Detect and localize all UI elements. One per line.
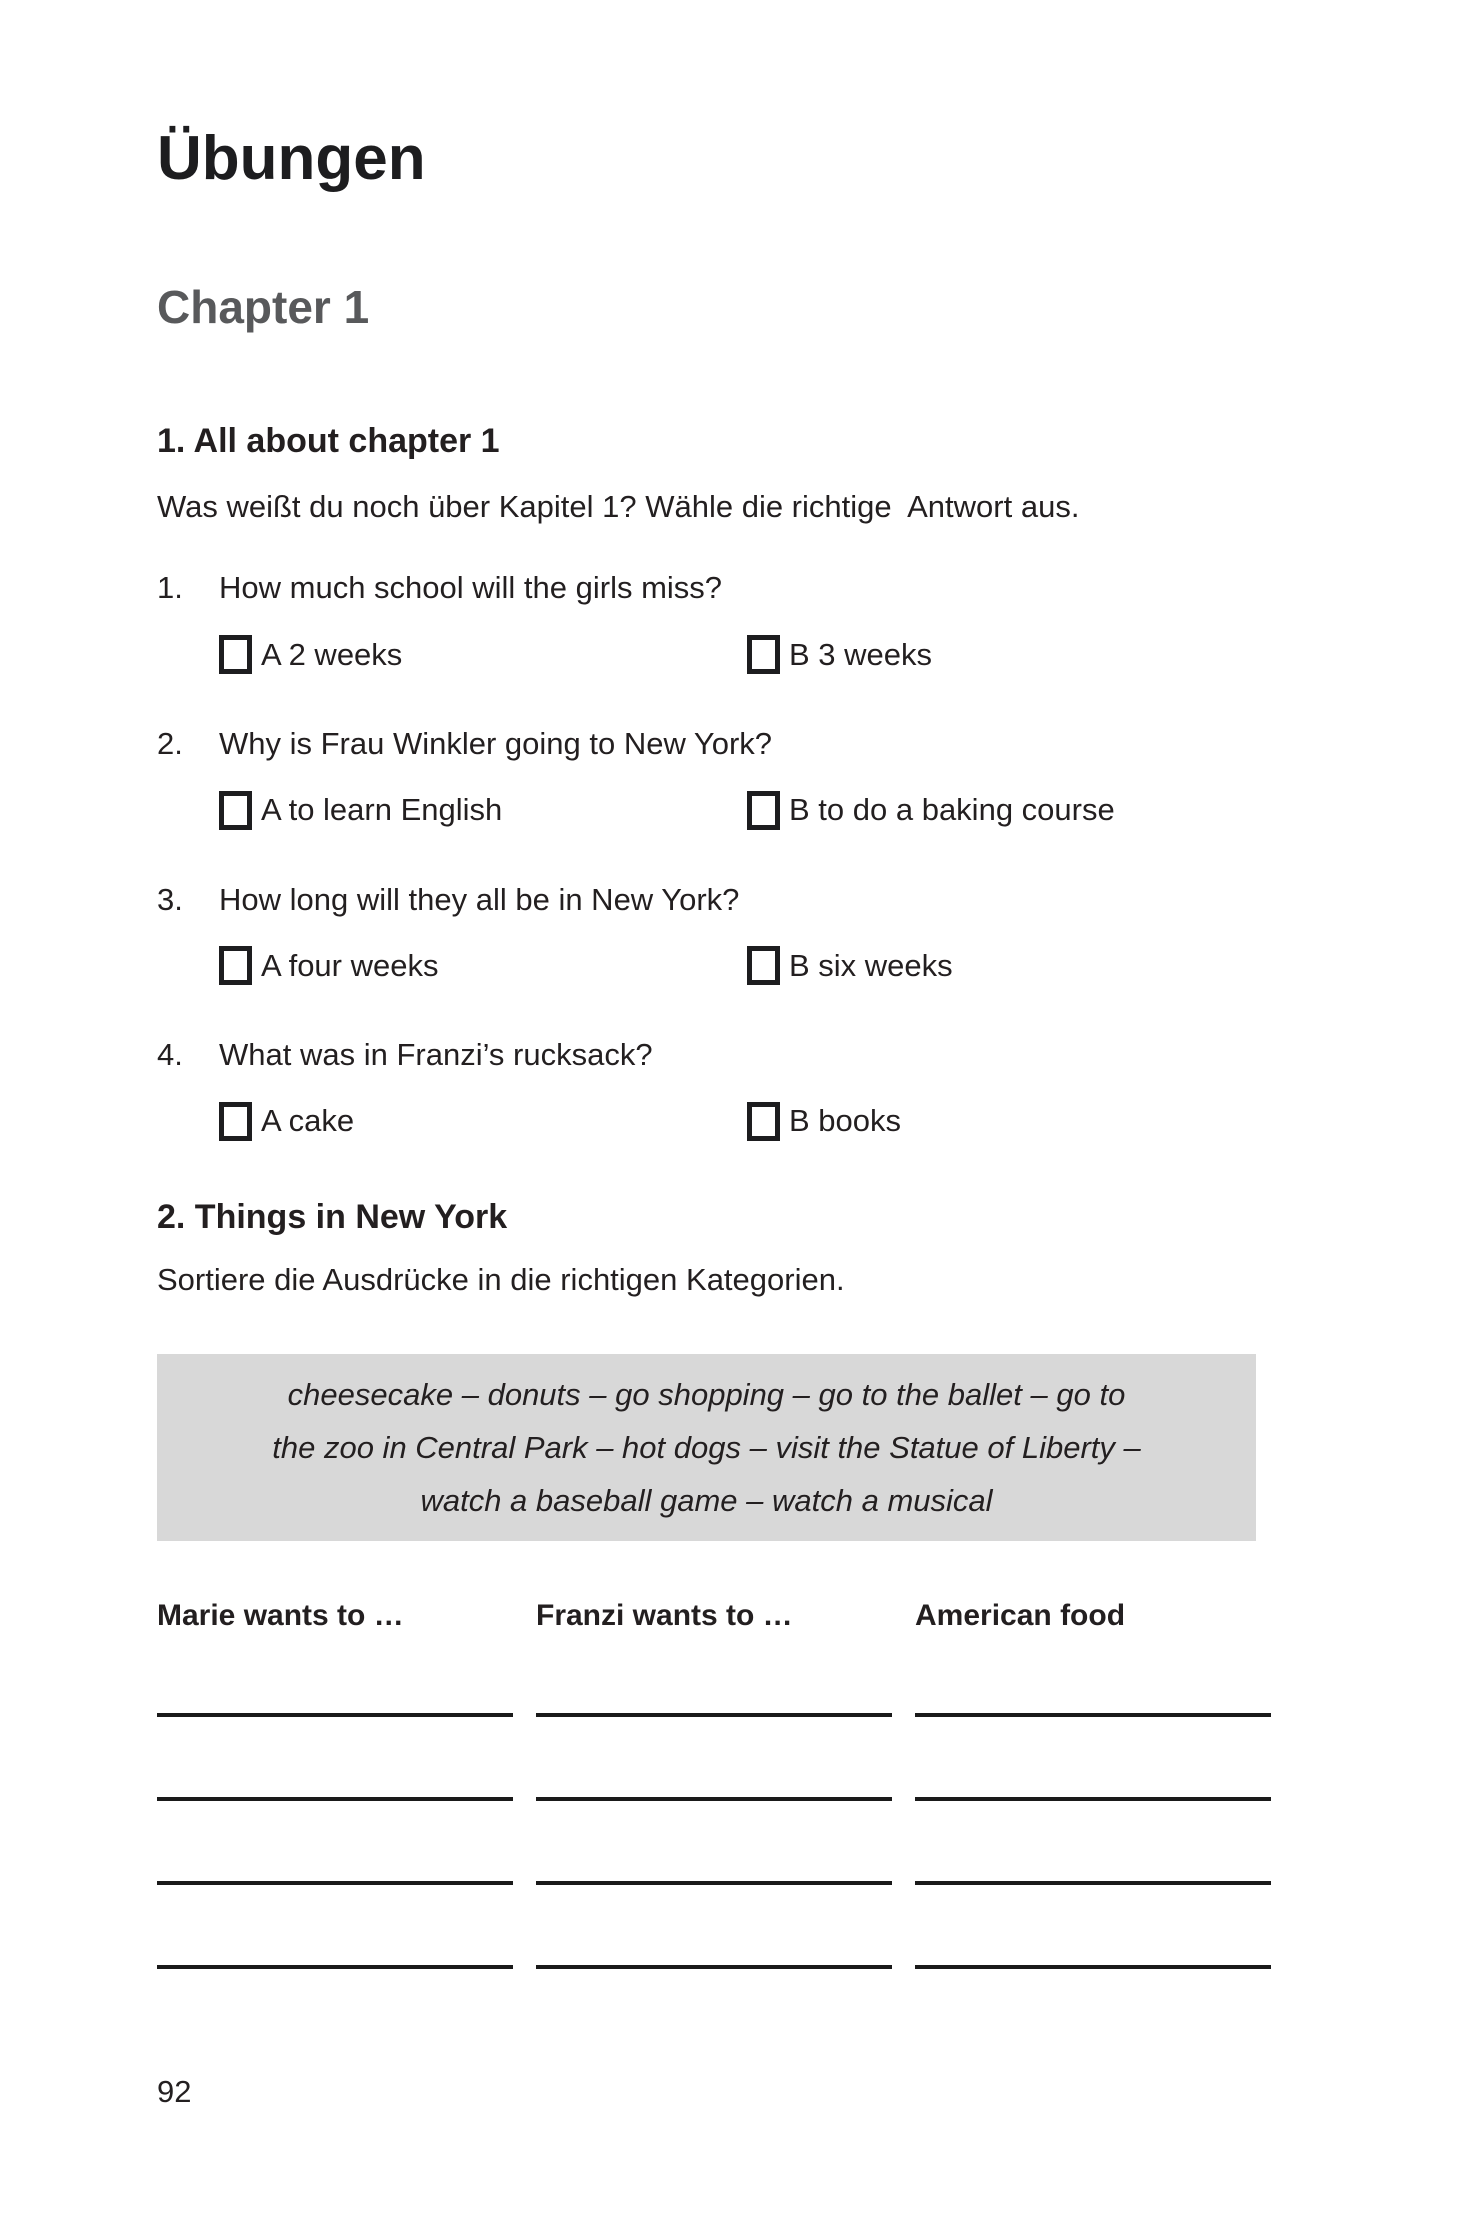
checkbox-a[interactable]	[219, 635, 252, 674]
column-header: Marie wants to …	[157, 1599, 404, 1633]
exercise1-heading: 1. All about chapter 1	[157, 422, 500, 461]
checkbox-b[interactable]	[747, 1102, 780, 1141]
question-1	[157, 570, 1272, 674]
option-a-label: A 2 weeks	[261, 636, 403, 672]
checkbox-a[interactable]	[219, 1102, 252, 1141]
answer-line[interactable]	[157, 1633, 513, 1717]
exercise2-instruction: Sortiere die Ausdrücke in die richtigen Kategorien.	[157, 1262, 845, 1298]
question-row	[157, 570, 1272, 606]
question-row	[157, 726, 1272, 762]
word-box-line: the zoo in Central Park – hot dogs – visit the Statue of Liberty –	[272, 1430, 1141, 1466]
question-number: 3.	[157, 881, 183, 917]
option-b	[747, 635, 932, 674]
option-b	[747, 1102, 901, 1141]
option-a-label: A cake	[261, 1103, 355, 1139]
option-a-label: A four weeks	[261, 947, 439, 983]
question-text: What was in Franzi’s rucksack?	[219, 1037, 653, 1073]
options-row	[157, 791, 1272, 830]
question-list	[157, 570, 1272, 1141]
exercise2-heading: 2. Things in New York	[157, 1197, 508, 1236]
question-3	[157, 882, 1272, 986]
question-number: 2.	[157, 726, 183, 762]
answer-line[interactable]	[536, 1801, 892, 1885]
answer-line[interactable]	[915, 1801, 1271, 1885]
answer-line[interactable]	[915, 1885, 1271, 1969]
answer-line[interactable]	[536, 1885, 892, 1969]
question-2	[157, 726, 1272, 830]
question-row	[157, 882, 1272, 918]
option-b-label: B to do a baking course	[789, 792, 1115, 828]
answer-line[interactable]	[157, 1801, 513, 1885]
answer-line[interactable]	[157, 1885, 513, 1969]
option-a	[219, 946, 747, 985]
answer-line[interactable]	[157, 1717, 513, 1801]
checkbox-b[interactable]	[747, 946, 780, 985]
option-b-label: B 3 weeks	[789, 636, 933, 672]
answer-line[interactable]	[915, 1633, 1271, 1717]
option-a	[219, 791, 747, 830]
answer-line[interactable]	[536, 1633, 892, 1717]
checkbox-b[interactable]	[747, 635, 780, 674]
page-number: 92	[157, 2074, 192, 2110]
answer-line[interactable]	[915, 1717, 1271, 1801]
question-text: How long will they all be in New York?	[219, 881, 740, 917]
option-b	[747, 791, 1115, 830]
word-box-line: cheesecake – donuts – go shopping – go to the ballet – go to	[287, 1377, 1126, 1413]
option-a	[219, 635, 747, 674]
option-a	[219, 1102, 747, 1141]
options-row	[157, 946, 1272, 985]
checkbox-a[interactable]	[219, 791, 252, 830]
options-row	[157, 1102, 1272, 1141]
word-box-line: watch a baseball game – watch a musical	[420, 1483, 993, 1519]
question-text: How much school will the girls miss?	[219, 570, 723, 606]
column-marie	[157, 1599, 513, 1969]
checkbox-a[interactable]	[219, 946, 252, 985]
sorting-table	[157, 1599, 1272, 1969]
column-header: Franzi wants to …	[536, 1599, 793, 1633]
question-number: 4.	[157, 1037, 183, 1073]
question-number: 1.	[157, 570, 183, 606]
option-b	[747, 946, 953, 985]
question-4	[157, 1037, 1272, 1141]
word-box	[157, 1354, 1256, 1541]
option-a-label: A to learn English	[261, 792, 503, 828]
question-row	[157, 1037, 1272, 1073]
exercise1-instruction: Was weißt du noch über Kapitel 1? Wähle die richtige Antwort aus.	[157, 488, 1080, 524]
option-b-label: B six weeks	[789, 947, 953, 983]
column-american-food	[915, 1599, 1271, 1969]
page-title: Übungen	[157, 124, 426, 193]
option-b-label: B books	[789, 1103, 902, 1139]
checkbox-b[interactable]	[747, 791, 780, 830]
column-header: American food	[915, 1599, 1126, 1633]
options-row	[157, 635, 1272, 674]
question-text: Why is Frau Winkler going to New York?	[219, 726, 773, 762]
answer-line[interactable]	[536, 1717, 892, 1801]
column-franzi	[536, 1599, 892, 1969]
chapter-heading: Chapter 1	[157, 281, 370, 334]
